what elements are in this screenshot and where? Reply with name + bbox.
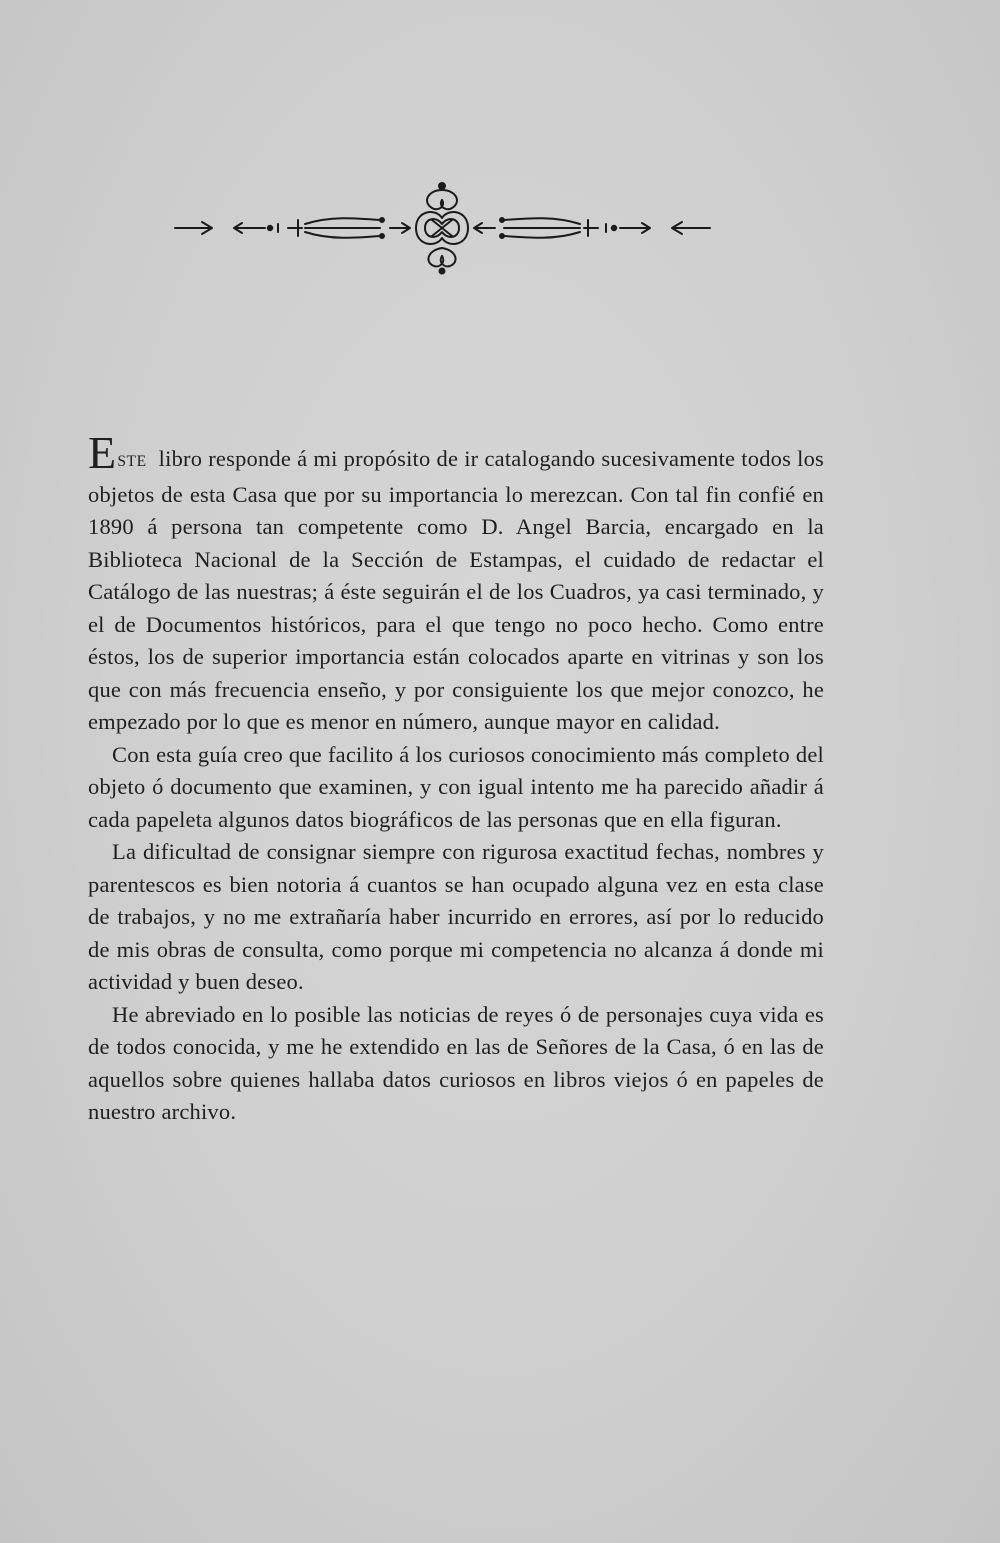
paragraph-3: La dificultad de consignar siempre con rigurosa exactitud fechas, nombres y parentescos es bien notoria á cuantos se han ocupado alguna vez en esta clase de trabajos, y no me extrañaría haber incurrido en errores, así por lo reducido de mis obras de consulta, como porque mi competencia no alcanza á donde mi actividad y buen deseo.	[88, 839, 824, 994]
paragraph-1	[88, 427, 824, 739]
paragraph-4: He abreviado en lo posible las noticias de reyes ó de personajes cuya vida es de todos conocida, y me he extendido en las de Señores de la Casa, ó en las de aquellos sobre quienes hallaba datos curiosos en libros viejos ó en papeles de nuestro archivo.	[88, 1001, 824, 1124]
preface-text	[88, 427, 824, 1129]
ornamental-vignette-icon	[170, 180, 715, 275]
paragraph-1-text: libro responde á mi propósito de ir catalogando sucesivamente todos los objetos de esta Casa que por su importancia lo merezcan. Con tal fin confié en 1890 á persona tan competente como D. Angel Barcia, encargado en la Biblioteca Nacional de la Sección de Estampas, el cuidado de redactar el Catálogo de las nuestras; á éste seguirán el de los Cuadros, ya casi terminado, y el de Documentos históricos, para el que tengo no poco hecho. Como entre éstos, los de superior importancia están colocados aparte en vitrinas y son los que con más frecuencia enseño, y por consiguiente los que mejor conozco, he empezado por lo que es menor en número, aunque mayor en calidad.	[88, 446, 824, 734]
paragraph-2: Con esta guía creo que facilito á los curiosos conocimiento más completo del objeto ó documento que examinen, y con igual intento me ha parecido añadir á cada papeleta algunos datos biográficos de las personas que en ella figuran.	[88, 741, 824, 832]
small-caps-lead: STE	[117, 453, 147, 470]
drop-cap-initial: E	[88, 427, 117, 478]
